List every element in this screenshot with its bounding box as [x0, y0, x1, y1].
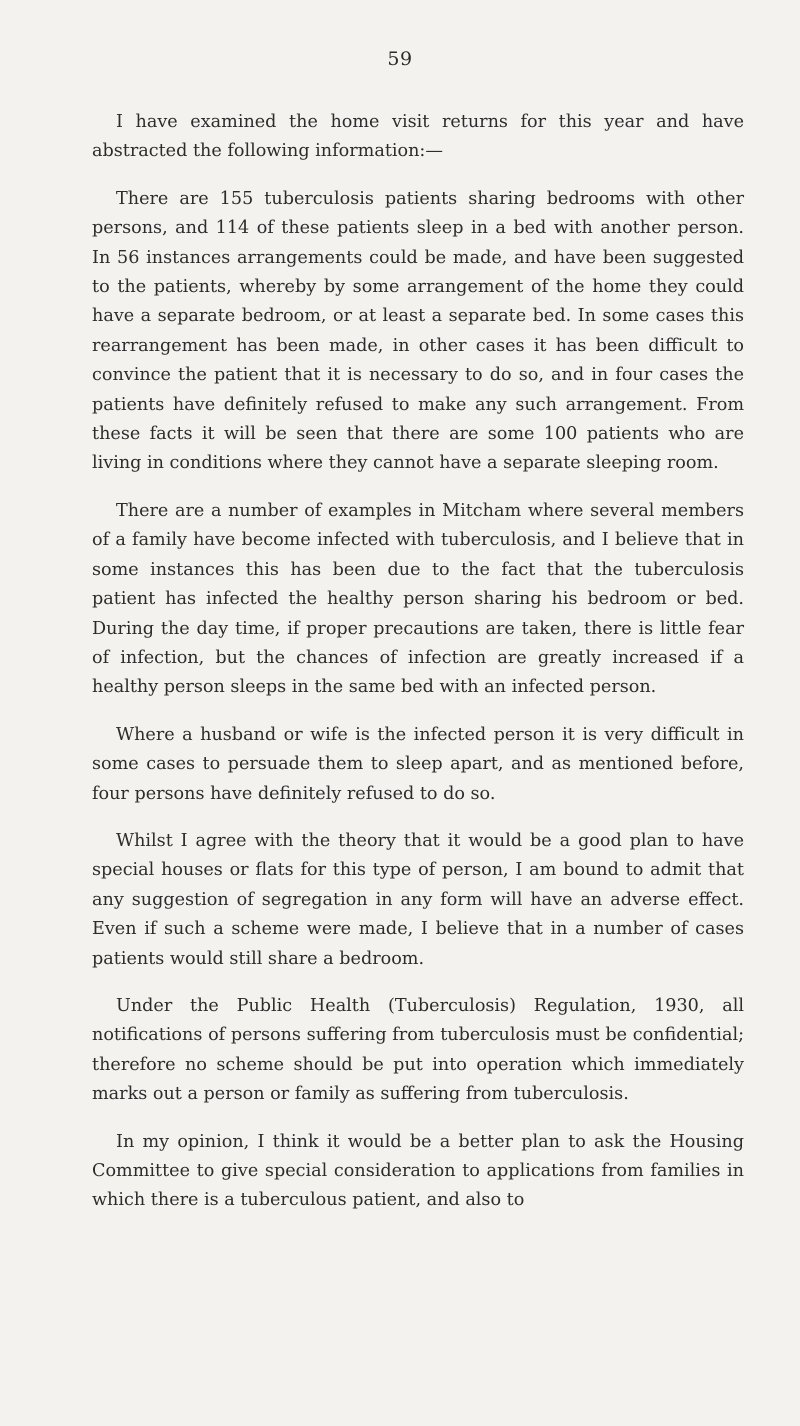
- paragraph-housing-committee: In my opinion, I think it would be a better plan to ask the Housing Committee to give special consideration to applications from families in which there is a tuberculous patient, and also to: [92, 1131, 744, 1211]
- body-text: [92, 108, 744, 1234]
- paragraph-husband-wife: Where a husband or wife is the infected person it is very difficult in some cases to persuade them to sleep apart, and as mentioned before, four persons have definitely refused to do so.: [92, 724, 744, 804]
- page-number: 59: [387, 48, 413, 70]
- paragraph-intro: I have examined the home visit returns for this year and have abstracted the following information:—: [92, 112, 744, 162]
- paragraph-bedroom-sharing: There are 155 tuberculosis patients sharing bedrooms with other persons, and 114 of these patients sleep in a bed with another person. In 56 instances arrangements could be made, and have been suggested to the patients, whereby by some arrangement of the home they could have a separate bedroom, or at least a separate bed. In some cases this rearrangement has been made, in other cases it has been difficult to convince the patient that it is necessary to do so, and in four cases the patients have definitely refused to make any such arrangement. From these facts it will be seen that there are some 100 patients who are living in conditions where they cannot have a separate sleeping room.: [92, 188, 744, 474]
- paragraph-regulation: Under the Public Health (Tuberculosis) Regulation, 1930, all notifications of persons suffering from tuberculosis must be confidential; therefore no scheme should be put into operation which immediately marks out a person or family as suffering from tuberculosis.: [92, 995, 744, 1105]
- paragraph-special-houses: Whilst I agree with the theory that it would be a good plan to have special houses or flats for this type of person, I am bound to admit that any suggestion of segregation in any form will have an adverse effect. Even if such a scheme were made, I believe that in a number of cases patients would still share a bedroom.: [92, 830, 744, 969]
- paragraph-mitcham-examples: There are a number of examples in Mitcham where several members of a family have become infected with tuberculosis, and I believe that in some instances this has been due to the fact that the tuberculosis patient has infected the healthy person sharing his bedroom or bed. During the day time, if proper precautions are taken, there is little fear of infection, but the chances of infection are greatly increased if a healthy person sleeps in the same bed with an infected person.: [92, 500, 744, 698]
